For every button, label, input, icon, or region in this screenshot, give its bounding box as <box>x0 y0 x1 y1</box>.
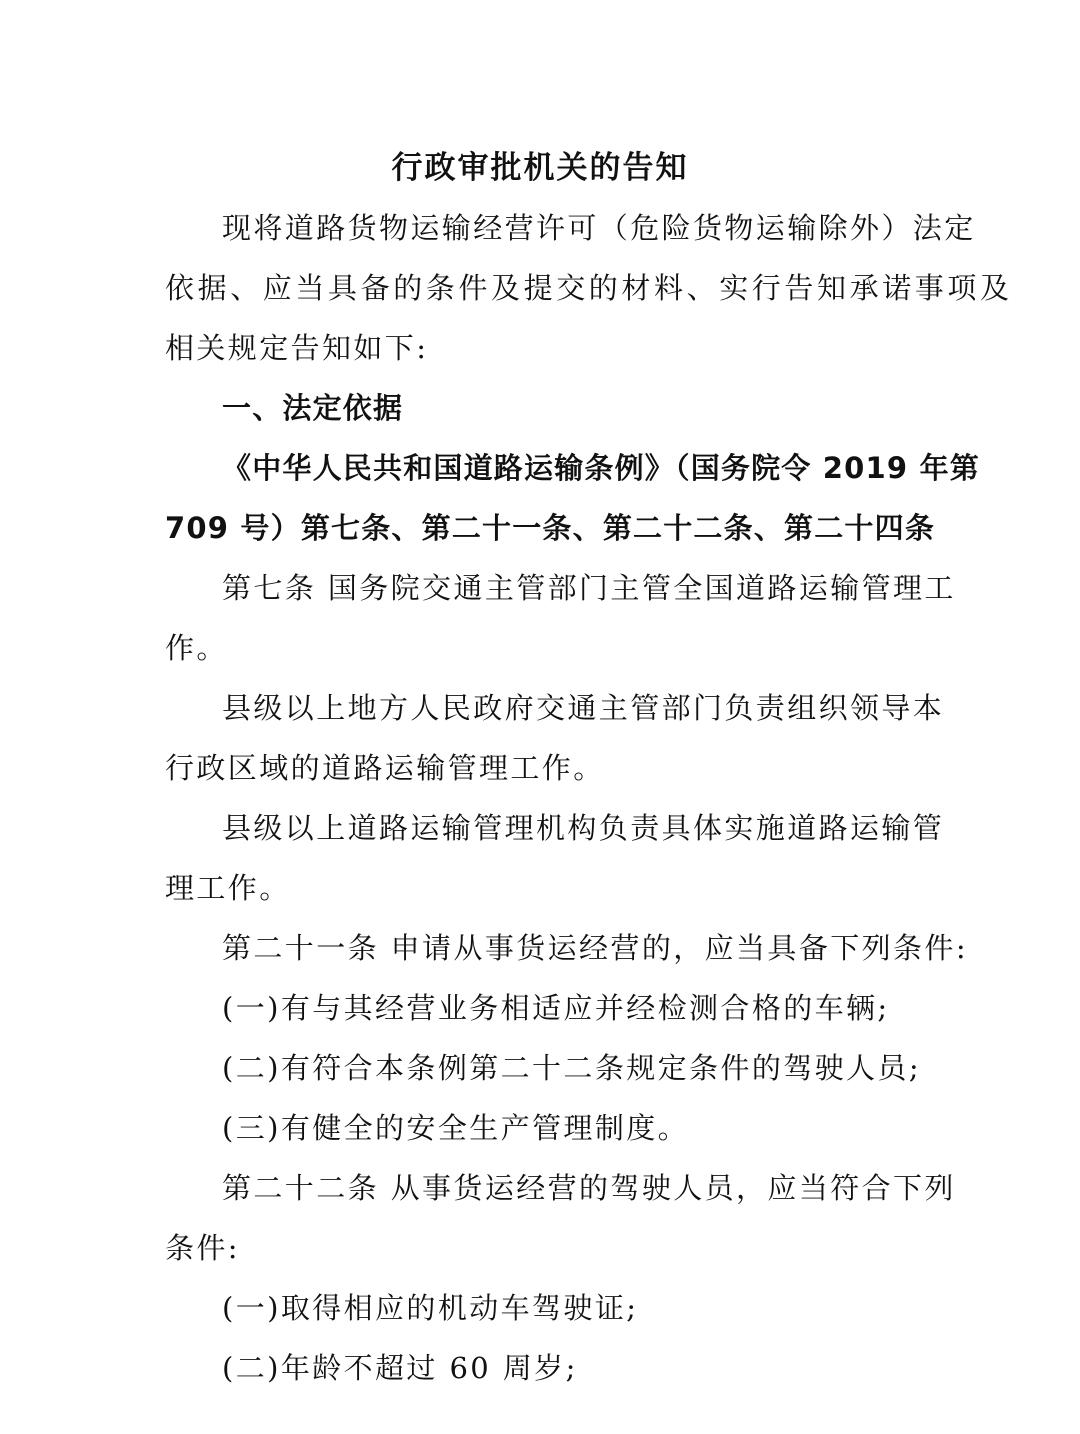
article-7-line-2: 作。 <box>165 631 228 665</box>
article-22-line-2: 条件: <box>165 1231 240 1265</box>
article-22-item-1: (一)取得相应的机动车驾驶证; <box>222 1291 639 1325</box>
intro-line-1: 现将道路货物运输经营许可（危险货物运输除外）法定 <box>222 211 976 245</box>
article-21-item-3: (三)有健全的安全生产管理制度。 <box>222 1111 690 1145</box>
article-7-p2-line-1: 县级以上地方人民政府交通主管部门负责组织领导本 <box>222 691 945 725</box>
intro-line-3: 相关规定告知如下: <box>165 331 429 365</box>
article-7-p3-line-2: 理工作。 <box>165 871 291 905</box>
section-1-heading: 一、法定依据 <box>222 391 404 425</box>
article-21-item-1: (一)有与其经营业务相适应并经检测合格的车辆; <box>222 991 890 1025</box>
intro-line-2: 依据、应当具备的条件及提交的材料、实行告知承诺事项及 <box>165 271 1013 305</box>
article-7-p3-line-1: 县级以上道路运输管理机构负责具体实施道路运输管 <box>222 811 945 845</box>
article-22-item-2: (二)年龄不超过 60 周岁; <box>222 1351 578 1385</box>
article-7-p2-line-2: 行政区域的道路运输管理工作。 <box>165 751 605 785</box>
document-title: 行政审批机关的告知 <box>391 150 689 186</box>
law-reference-line-2: 709 号）第七条、第二十一条、第二十二条、第二十四条 <box>165 511 936 545</box>
article-21-heading: 第二十一条 申请从事货运经营的，应当具备下列条件: <box>222 931 968 965</box>
article-7-line-1: 第七条 国务院交通主管部门主管全国道路运输管理工 <box>222 571 956 605</box>
law-reference-line-1: 《中华人民共和国道路运输条例》（国务院令 2019 年第 <box>222 451 981 485</box>
article-21-item-2: (二)有符合本条例第二十二条规定条件的驾驶人员; <box>222 1051 921 1085</box>
article-22-line-1: 第二十二条 从事货运经营的驾驶人员，应当符合下列 <box>222 1171 956 1205</box>
